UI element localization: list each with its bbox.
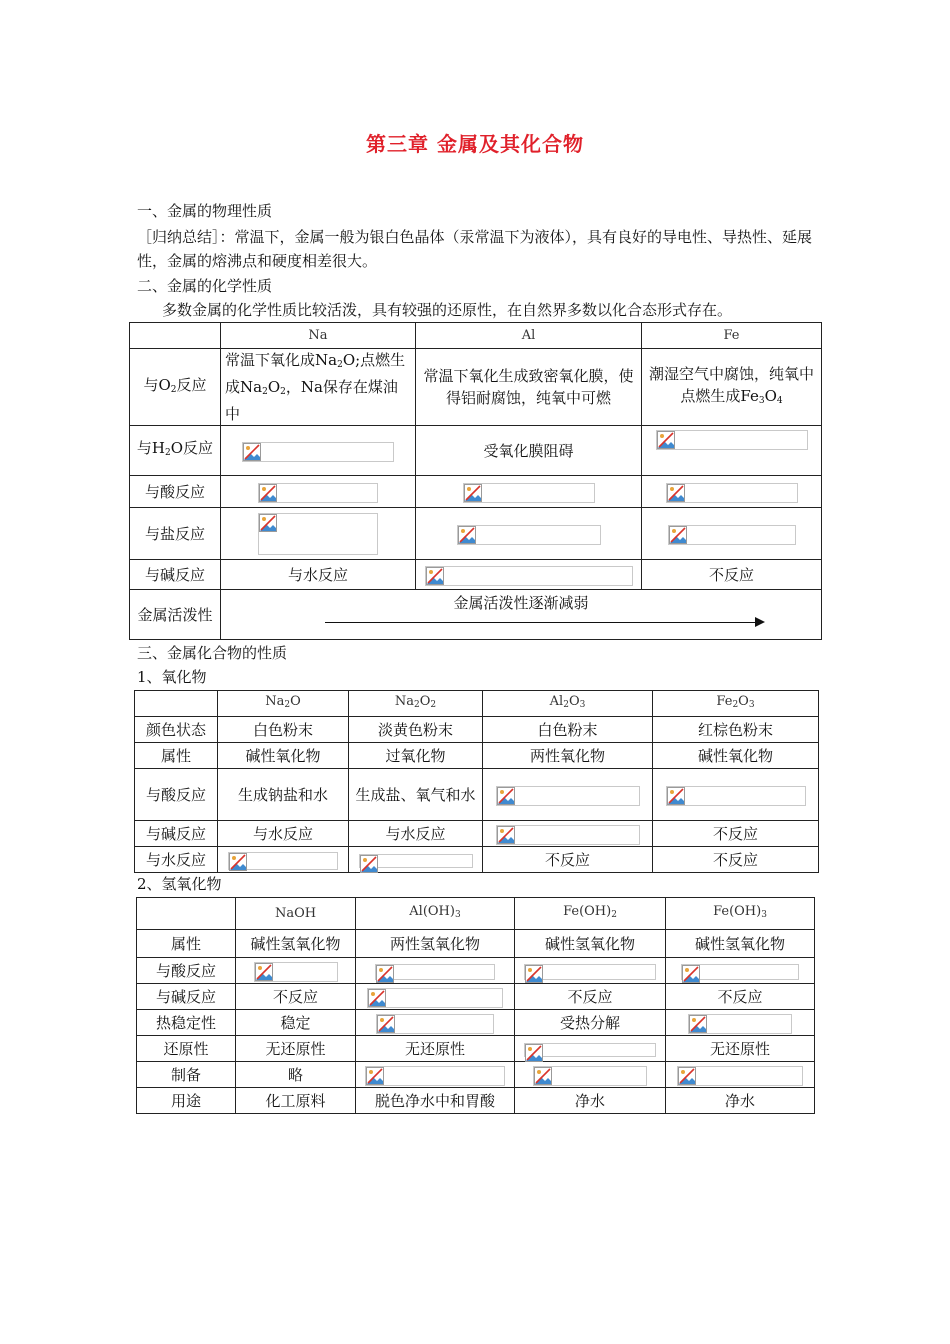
hydroxide-attr-cell: 两性氢氧化物 [356,930,515,958]
hydroxide-reduce-cell [515,1036,666,1062]
hydroxide-use-cell: 净水 [515,1088,666,1114]
header-feoh3: $Fe(OH)_3$ [666,898,815,930]
hydroxide-prep-cell [666,1062,815,1088]
broken-image-icon [368,989,386,1007]
row-label-salt: 与盐反应 [130,508,221,560]
hydroxide-table [136,897,815,1114]
oxide-water-cell [218,847,349,873]
row-label-h2o: 与$H_2O$反应 [130,426,221,476]
equation-image-placeholder [258,513,378,555]
broken-image-icon [229,853,247,871]
broken-image-icon [458,526,476,544]
al-base-cell [416,560,642,590]
broken-image-icon [497,787,515,805]
hydroxide-acid-cell [236,958,356,984]
hydroxide-heat-cell: 稳定 [236,1010,356,1036]
oxide-water-cell [349,847,483,873]
broken-image-icon [657,431,675,449]
equation-image-placeholder [376,1014,494,1034]
corner-cell [135,691,218,717]
equation-image-placeholder [524,964,656,980]
header-naoh: NaOH [236,898,356,930]
equation-image-placeholder [457,525,601,545]
activity-text: 金属活泼性逐渐减弱 [453,594,589,612]
row-label-base: 与碱反应 [137,984,236,1010]
oxide-attr-cell: 碱性氧化物 [653,743,819,769]
broken-image-icon [525,1044,543,1062]
header-aloh3: $Al(OH)_3$ [356,898,515,930]
equation-image-placeholder [365,1066,505,1086]
hydroxide-base-cell [356,984,515,1010]
broken-image-icon [525,965,543,983]
oxide-acid-cell [483,769,653,821]
row-label-reduce: 还原性 [137,1036,236,1062]
header-fe: Fe [642,323,822,349]
equation-image-placeholder [533,1066,647,1086]
broken-image-icon [669,526,687,544]
section-1-heading: 一、金属的物理性质 [137,202,273,220]
broken-image-icon [667,787,685,805]
header-na: Na [221,323,416,349]
equation-image-placeholder [463,483,595,503]
row-label-water: 与水反应 [135,847,218,873]
equation-image-placeholder [681,964,799,980]
page-title: 第三章 金属及其化合物 [366,132,584,156]
hydroxide-base-cell: 不反应 [236,984,356,1010]
hydroxide-heat-cell: 受热分解 [515,1010,666,1036]
equation-image-placeholder [425,566,633,586]
equation-image-placeholder [668,525,796,545]
equation-image-placeholder [666,483,798,503]
row-label-acid: 与酸反应 [137,958,236,984]
fe-base-cell: 不反应 [642,560,822,590]
equation-image-placeholder [677,1066,803,1086]
row-label-attr: 属性 [135,743,218,769]
metal-properties-table [129,322,822,640]
row-label-heat: 热稳定性 [137,1010,236,1036]
oxide-base-cell: 与水反应 [218,821,349,847]
broken-image-icon [259,484,277,502]
hydroxide-acid-cell [666,958,815,984]
hydroxide-reduce-cell: 无还原性 [356,1036,515,1062]
na-o2-cell: 常温下氧化成$Na_2O$;点燃生成$Na_2O_2$，Na保存在煤油中 [221,349,416,426]
al-salt-cell [416,508,642,560]
corner-cell [130,323,221,349]
header-fe2o3: $Fe_2O_3$ [653,691,819,717]
row-label-prep: 制备 [137,1062,236,1088]
equation-image-placeholder [228,852,338,870]
broken-image-icon [497,826,515,844]
na-acid-cell [221,476,416,508]
oxide-attr-cell: 过氧化物 [349,743,483,769]
hydroxide-base-cell: 不反应 [666,984,815,1010]
equation-image-placeholder [254,962,338,982]
equation-image-placeholder [367,988,503,1008]
section-1-summary: ［归纳总结］：常温下，金属一般为银白色晶体（汞常温下为液体），具有良好的导电性、导热性、延展性，金属的熔沸点和硬度相差很大。 [137,228,813,270]
oxide-water-cell: 不反应 [483,847,653,873]
hydroxide-prep-cell [515,1062,666,1088]
row-label-color: 颜色状态 [135,717,218,743]
broken-image-icon [682,965,700,983]
oxide-color-cell: 红棕色粉末 [653,717,819,743]
header-al: Al [416,323,642,349]
oxide-water-cell: 不反应 [653,847,819,873]
oxide-acid-cell [653,769,819,821]
broken-image-icon [243,443,261,461]
broken-image-icon [366,1067,384,1085]
section-2-intro: 多数金属的化学性质比较活泼，具有较强的还原性，在自然界多数以化合态形式存在。 [162,301,733,319]
row-label-activity: 金属活泼性 [130,590,221,640]
hydroxide-attr-cell: 碱性氢氧化物 [666,930,815,958]
oxide-color-cell: 白色粉末 [483,717,653,743]
al-acid-cell [416,476,642,508]
hydroxide-use-cell: 净水 [666,1088,815,1114]
row-label-o2: 与$O_2$反应 [130,349,221,426]
broken-image-icon [377,1015,395,1033]
oxide-acid-cell: 生成盐、氧气和水 [349,769,483,821]
section-2-heading: 二、金属的化学性质 [137,277,273,295]
row-label-acid: 与酸反应 [130,476,221,508]
oxide-table [134,690,819,873]
row-label-base: 与碱反应 [130,560,221,590]
equation-image-placeholder [242,442,394,462]
corner-cell [137,898,236,930]
broken-image-icon [534,1067,552,1085]
equation-image-placeholder [359,854,473,868]
equation-image-placeholder [375,964,495,980]
oxide-attr-cell: 两性氧化物 [483,743,653,769]
equation-image-placeholder [258,483,378,503]
activity-cell [221,590,822,640]
row-label-use: 用途 [137,1088,236,1114]
oxide-base-cell [483,821,653,847]
row-label-acid: 与酸反应 [135,769,218,821]
broken-image-icon [259,514,277,532]
broken-image-icon [464,484,482,502]
broken-image-icon [255,963,273,981]
activity-arrow [225,602,817,630]
oxide-acid-cell: 生成钠盐和水 [218,769,349,821]
hydroxide-acid-cell [356,958,515,984]
equation-image-placeholder [496,786,640,806]
fe-salt-cell [642,508,822,560]
al-h2o-cell: 受氧化膜阻碍 [416,426,642,476]
header-na2o2: $Na_2O_2$ [349,691,483,717]
broken-image-icon [426,567,444,585]
broken-image-icon [667,484,685,502]
hydroxide-reduce-cell: 无还原性 [236,1036,356,1062]
equation-image-placeholder [688,1014,792,1034]
hydroxide-reduce-cell: 无还原性 [666,1036,815,1062]
header-feoh2: $Fe(OH)_2$ [515,898,666,930]
equation-image-placeholder [524,1043,656,1057]
na-h2o-cell [221,426,416,476]
section-3-heading: 三、金属化合物的性质 [137,644,288,662]
oxide-color-cell: 淡黄色粉末 [349,717,483,743]
hydroxide-heading: 2、氢氧化物 [137,875,222,893]
header-na2o: $Na_2O$ [218,691,349,717]
hydroxide-base-cell: 不反应 [515,984,666,1010]
hydroxide-attr-cell: 碱性氢氧化物 [236,930,356,958]
oxide-heading: 1、氧化物 [137,668,207,686]
oxide-attr-cell: 碱性氧化物 [218,743,349,769]
oxide-base-cell: 与水反应 [349,821,483,847]
hydroxide-heat-cell [666,1010,815,1036]
fe-acid-cell [642,476,822,508]
broken-image-icon [360,855,378,873]
hydroxide-attr-cell: 碱性氢氧化物 [515,930,666,958]
broken-image-icon [376,965,394,983]
fe-h2o-cell [642,426,822,476]
hydroxide-prep-cell [356,1062,515,1088]
equation-image-placeholder [666,786,806,806]
al-o2-cell: 常温下氧化生成致密氧化膜，使得铝耐腐蚀，纯氧中可燃 [416,349,642,426]
hydroxide-heat-cell [356,1010,515,1036]
row-label-attr: 属性 [137,930,236,958]
na-salt-cell [221,508,416,560]
equation-image-placeholder [496,825,640,845]
equation-image-placeholder [656,430,808,450]
hydroxide-use-cell: 化工原料 [236,1088,356,1114]
broken-image-icon [678,1067,696,1085]
broken-image-icon [689,1015,707,1033]
oxide-base-cell: 不反应 [653,821,819,847]
hydroxide-acid-cell [515,958,666,984]
hydroxide-use-cell: 脱色净水中和胃酸 [356,1088,515,1114]
oxide-color-cell: 白色粉末 [218,717,349,743]
fe-o2-cell: 潮湿空气中腐蚀，纯氧中点燃生成$Fe_3O_4$ [642,349,822,426]
header-al2o3: $Al_2O_3$ [483,691,653,717]
hydroxide-prep-cell: 略 [236,1062,356,1088]
na-base-cell: 与水反应 [221,560,416,590]
row-label-base: 与碱反应 [135,821,218,847]
